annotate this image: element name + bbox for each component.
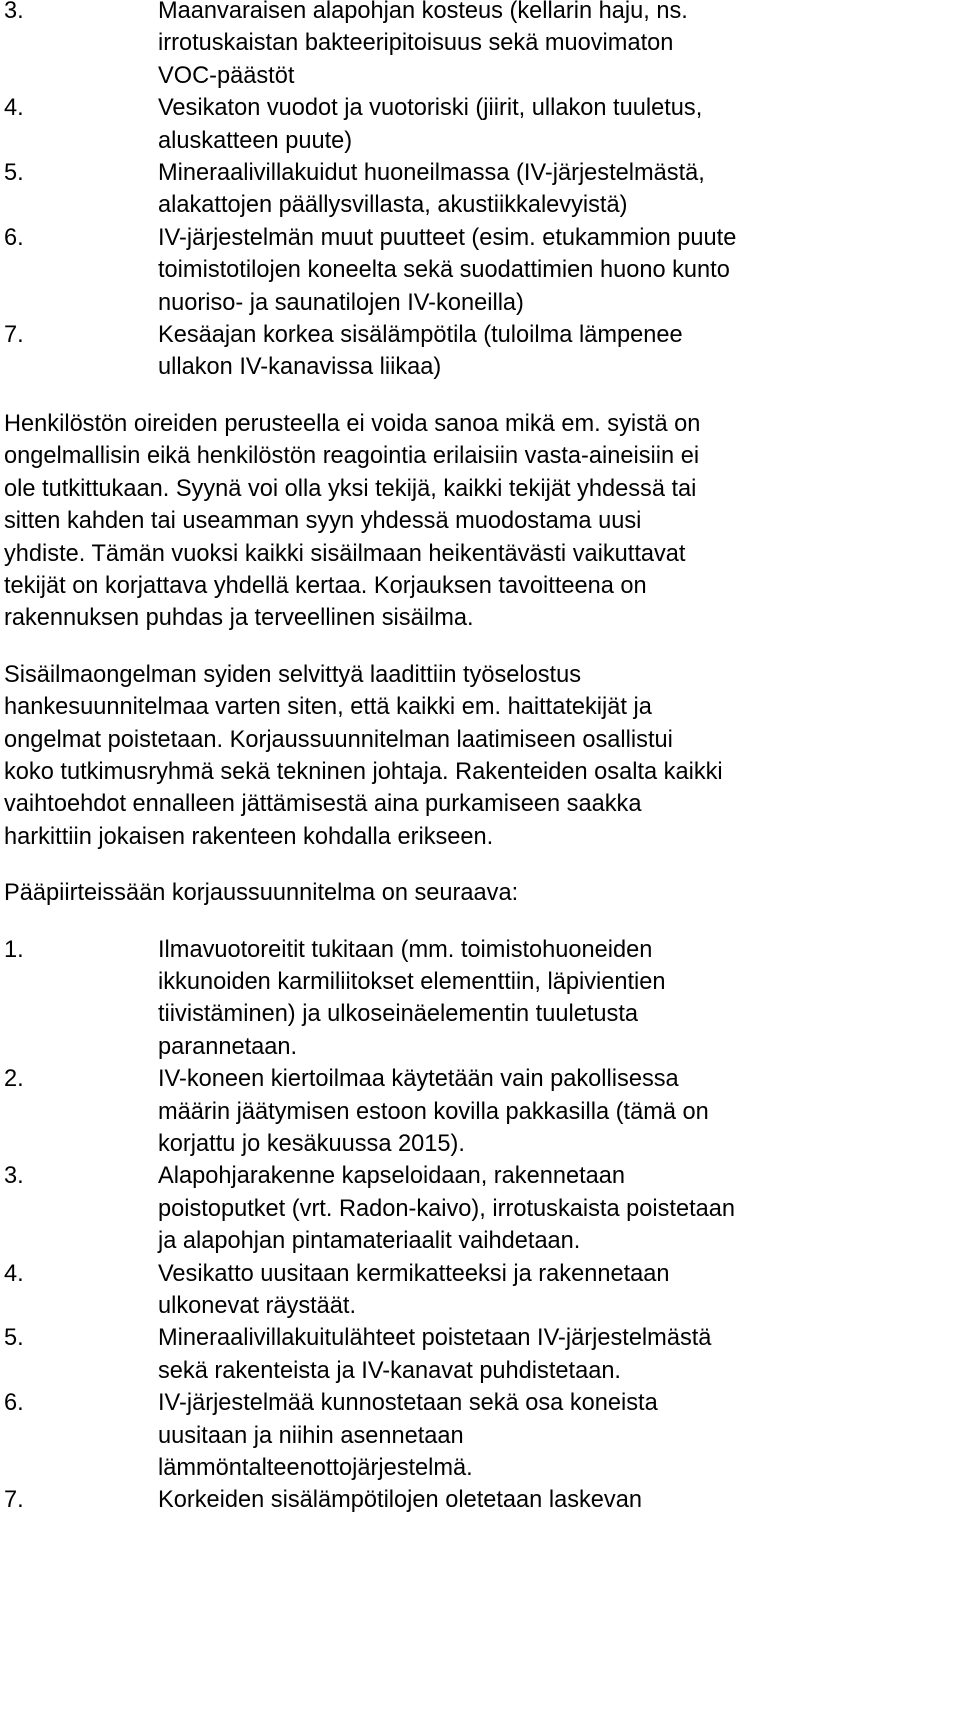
item-number: 6.	[4, 224, 24, 251]
item-text	[158, 1484, 956, 1516]
text-line: yhdiste. Tämän vuoksi kaikki sisäilmaan heikentävästi vaikuttavat	[4, 540, 686, 567]
list-item	[4, 157, 956, 222]
item-number: 3.	[4, 1163, 24, 1190]
item-number: 2.	[4, 1066, 24, 1093]
text-line: VOC-päästöt	[158, 62, 295, 89]
spacer	[4, 910, 956, 934]
text-line: IV-järjestelmää kunnostetaan sekä osa koneista	[158, 1390, 658, 1417]
text-line: hankesuunnitelmaa varten siten, että kaikki em. haittatekijät ja	[4, 694, 652, 721]
spacer	[4, 384, 956, 408]
list-item	[4, 319, 956, 384]
list-item	[4, 1160, 956, 1257]
text-line: Kesäajan korkea sisälämpötila (tuloilma lämpenee	[158, 322, 683, 349]
text-line: Henkilöstön oireiden perusteella ei voida sanoa mikä em. syistä on	[4, 410, 701, 437]
text-line: alakattojen päällysvillasta, akustiikkalevyistä)	[158, 192, 628, 219]
text-line: ja alapohjan pintamateriaalit vaihdetaan.	[158, 1228, 581, 1255]
item-text	[158, 92, 956, 157]
text-line: ongelmallisin eikä henkilöstön reagointia erilaisiin vasta-aineisiin ei	[4, 443, 700, 470]
text-line: koko tutkimusryhmä sekä tekninen johtaja. Rakenteiden osalta kaikki	[4, 758, 723, 785]
item-text	[158, 0, 956, 92]
plan-heading	[4, 877, 956, 909]
spacer	[4, 635, 956, 659]
item-number: 7.	[4, 1487, 24, 1514]
item-number: 4.	[4, 1260, 24, 1287]
text-line: nuoriso- ja saunatilojen IV-koneilla)	[158, 289, 524, 316]
item-text	[158, 319, 956, 384]
text-line: Sisäilmaongelman syiden selvittyä laadittiin työselostus	[4, 661, 582, 688]
text-line: tekijät on korjattava yhdellä kertaa. Korjauksen tavoitteena on	[4, 572, 647, 599]
item-text	[158, 1322, 956, 1387]
text-line: sekä rakenteista ja IV-kanavat puhdistetaan.	[158, 1357, 621, 1384]
list-item	[4, 0, 956, 92]
item-text	[158, 1258, 956, 1323]
heading-text: Pääpiirteissään korjaussuunnitelma on seuraava:	[4, 880, 519, 907]
text-line: toimistotilojen koneelta sekä suodattimien huono kunto	[158, 257, 730, 284]
text-line: poistoputket (vrt. Radon-kaivo), irrotuskaista poistetaan	[158, 1195, 736, 1222]
text-line: uusitaan ja niihin asennetaan	[158, 1422, 464, 1449]
item-text	[158, 934, 956, 1064]
paragraph-work-description	[4, 659, 956, 853]
text-line: Maanvaraisen alapohjan kosteus (kellarin haju, ns.	[158, 0, 688, 24]
text-line: irrotuskaistan bakteeripitoisuus sekä muovimaton	[158, 30, 674, 57]
text-line: ulkonevat räystäät.	[158, 1293, 357, 1320]
text-line: ongelmat poistetaan. Korjaussuunnitelman laatimiseen osallistui	[4, 726, 673, 753]
text-line: parannetaan.	[158, 1033, 298, 1060]
item-number: 3.	[4, 0, 24, 24]
text-line: Vesikatto uusitaan kermikatteeksi ja rakennetaan	[158, 1260, 670, 1287]
text-line: harkittiin jokaisen rakenteen kohdalla erikseen.	[4, 823, 494, 850]
list-item	[4, 1322, 956, 1387]
item-text	[158, 1063, 956, 1160]
list-item	[4, 1258, 956, 1323]
item-text	[158, 222, 956, 319]
item-number: 1.	[4, 936, 24, 963]
text-line: Mineraalivillakuitulähteet poistetaan IV-järjestelmästä	[158, 1325, 712, 1352]
text-line: lämmöntalteenottojärjestelmä.	[158, 1455, 473, 1482]
item-number: 5.	[4, 160, 24, 187]
item-number: 5.	[4, 1325, 24, 1352]
text-line: ole tutkittukaan. Syynä voi olla yksi tekijä, kaikki tekijät yhdessä tai	[4, 475, 697, 502]
text-line: Korkeiden sisälämpötilojen oletetaan laskevan	[158, 1487, 642, 1514]
list-item	[4, 1387, 956, 1484]
text-line: tiivistäminen) ja ulkoseinäelementin tuuletusta	[158, 1001, 638, 1028]
text-line: ikkunoiden karmiliitokset elementtiin, läpivientien	[158, 968, 666, 995]
list-item	[4, 92, 956, 157]
item-number: 7.	[4, 322, 24, 349]
text-line: Ilmavuotoreitit tukitaan (mm. toimistohuoneiden	[158, 936, 653, 963]
text-line: Mineraalivillakuidut huoneilmassa (IV-järjestelmästä,	[158, 160, 705, 187]
text-line: rakennuksen puhdas ja terveellinen sisäilma.	[4, 605, 474, 632]
list-item	[4, 934, 956, 1064]
text-line: korjattu jo kesäkuussa 2015).	[158, 1131, 465, 1157]
text-line: Alapohjarakenne kapseloidaan, rakennetaan	[158, 1163, 625, 1190]
list-item	[4, 222, 956, 319]
paragraph-symptoms	[4, 408, 956, 635]
item-text	[158, 157, 956, 222]
text-line: määrin jäätymisen estoon kovilla pakkasilla (tämä on	[158, 1098, 709, 1125]
repair-plan-list	[4, 934, 956, 1517]
document-body	[4, 0, 956, 1517]
item-text	[158, 1160, 956, 1257]
list-item	[4, 1063, 956, 1160]
list-item	[4, 1484, 956, 1516]
text-line: IV-koneen kiertoilmaa käytetään vain pakollisessa	[158, 1066, 679, 1093]
text-line: Vesikaton vuodot ja vuotoriski (jiirit, ullakon tuuletus,	[158, 95, 703, 122]
text-line: aluskatteen puute)	[158, 127, 353, 154]
text-line: sitten kahden tai useamman syyn yhdessä muodostama uusi	[4, 508, 642, 535]
problem-list	[4, 0, 956, 384]
text-line: vaihtoehdot ennalleen jättämisestä aina purkamiseen saakka	[4, 791, 642, 818]
text-line: ullakon IV-kanavissa liikaa)	[158, 354, 442, 381]
item-number: 4.	[4, 95, 24, 122]
item-text	[158, 1387, 956, 1484]
spacer	[4, 853, 956, 877]
item-number: 6.	[4, 1390, 24, 1417]
text-line: IV-järjestelmän muut puutteet (esim. etukammion puute	[158, 224, 737, 251]
